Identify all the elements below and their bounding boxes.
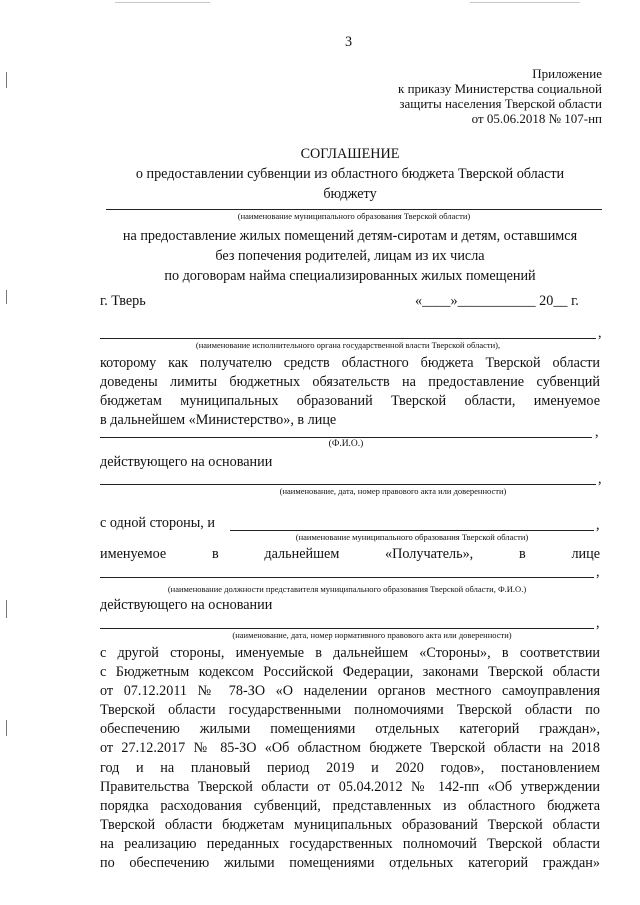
body-line: порядка расходования субвенций, представленных из областного бюджета	[100, 797, 600, 814]
hint-municipality: (наименование муниципального образования Тверской области)	[237, 211, 471, 221]
recipient-line	[100, 546, 600, 563]
annex-line: к приказу Министерства социальной	[398, 81, 602, 96]
acting-basis-1: действующего на основании	[100, 454, 273, 470]
annex-line: защиты населения Тверской области	[399, 96, 602, 111]
annex-block	[342, 66, 602, 126]
recipient-word: именуемое	[100, 546, 167, 562]
comma: ,	[595, 424, 599, 440]
acting-basis-2: действующего на основании	[100, 597, 273, 613]
fill-line-executive	[100, 338, 596, 339]
hint-municipality-2: (наименование муниципального образования Тверской области)	[295, 532, 529, 542]
place-date: «____»___________ 20__ г.	[415, 293, 579, 309]
agreement-body	[100, 644, 600, 873]
place-city: г. Тверь	[100, 293, 146, 309]
title-line: о предоставлении субвенции из областного бюджета Тверской области	[135, 166, 565, 182]
page-number: 3	[345, 34, 353, 50]
scan-artifact	[470, 2, 580, 3]
fill-line-municipality-2	[230, 530, 594, 531]
fill-line-normative-act	[100, 628, 594, 629]
comma: ,	[596, 517, 600, 533]
comma: ,	[598, 471, 602, 487]
body-line: от 27.12.2017 № 85-ЗО «Об областном бюджете Тверской области на 2018	[100, 740, 600, 757]
body-line: год и на плановый период 2019 и 2020 годов», постановлением	[100, 759, 600, 776]
document-title	[100, 144, 600, 204]
fill-line-act	[100, 484, 596, 485]
ministry-text	[100, 354, 600, 430]
comma: ,	[598, 325, 602, 341]
body-line: Тверской области бюджетам муниципальных образований Тверской области	[100, 816, 600, 833]
page-edge-mark	[6, 290, 7, 304]
page-edge-mark	[6, 72, 7, 88]
page-edge-mark	[6, 720, 7, 736]
recipient-word: дальнейшем	[264, 546, 340, 562]
recipient-word: в	[518, 546, 526, 562]
body-line: от 07.12.2011 № 78-ЗО «О наделении органов местного самоуправления	[100, 683, 600, 700]
body-line: по обеспечению жилыми помещениями отдельных категорий граждан»	[100, 855, 600, 872]
ministry-line: бюджетам муниципальных образований Тверской области, именуемое	[100, 393, 600, 409]
one-side: с одной стороны, и	[100, 515, 215, 531]
title-heading: СОГЛАШЕНИЕ	[300, 146, 400, 162]
comma: ,	[596, 615, 600, 631]
body-line: с другой стороны, именуемые в дальнейшем «Стороны», в соответствии	[100, 645, 600, 661]
purpose-line: на предоставление жилых помещений детям-сиротам и детям, оставшимся	[122, 228, 578, 244]
fill-line-representative	[100, 577, 594, 578]
body-line: обеспечению жилыми помещениями отдельных категорий граждан»,	[100, 721, 600, 738]
purpose-line: без попечения родителей, лицам из их числа	[215, 248, 485, 264]
title-line: бюджету	[323, 186, 377, 202]
page-edge-mark	[6, 600, 7, 618]
annex-line: от 05.06.2018 № 107-нп	[471, 111, 602, 126]
body-line: Тверской области государственными полномочиями Тверской области по	[100, 702, 600, 719]
scan-artifact	[115, 2, 210, 3]
recipient-word: лице	[571, 546, 600, 562]
annex-line: Приложение	[532, 66, 602, 81]
fill-line-municipality	[106, 209, 602, 210]
hint-representative: (наименование должности представителя муниципального образования Тверской области, Ф.И.О.)	[167, 584, 527, 594]
recipient-word: «Получатель»,	[385, 546, 474, 562]
ministry-line: доведены лимиты бюджетных обязательств на предоставление субвенций	[100, 374, 600, 390]
body-line: с Бюджетным кодексом Российской Федерации, законами Тверской области	[100, 664, 600, 681]
body-line: Правительства Тверской области от 05.04.2012 № 142-пп «Об утверждении	[100, 778, 600, 795]
fill-line-fio	[100, 437, 592, 438]
hint-act: (наименование, дата, номер правового акта или доверенности)	[279, 486, 507, 496]
recipient-word: в	[211, 546, 219, 562]
hint-normative-act: (наименование, дата, номер нормативного правового акта или доверенности)	[232, 630, 512, 640]
purpose-block	[100, 226, 600, 286]
comma: ,	[596, 564, 600, 580]
purpose-line: по договорам найма специализированных жилых помещений	[164, 268, 536, 284]
body-line: на реализацию переданных государственных полномочий Тверской области	[100, 835, 600, 852]
hint-executive: (наименование исполнительного органа государственной власти Тверской области),	[195, 340, 501, 350]
ministry-line: которому как получателю средств областного бюджета Тверской области	[100, 355, 600, 371]
hint-fio: (Ф.И.О.)	[328, 439, 364, 449]
ministry-line: в дальнейшем «Министерство», в лице	[100, 412, 337, 428]
